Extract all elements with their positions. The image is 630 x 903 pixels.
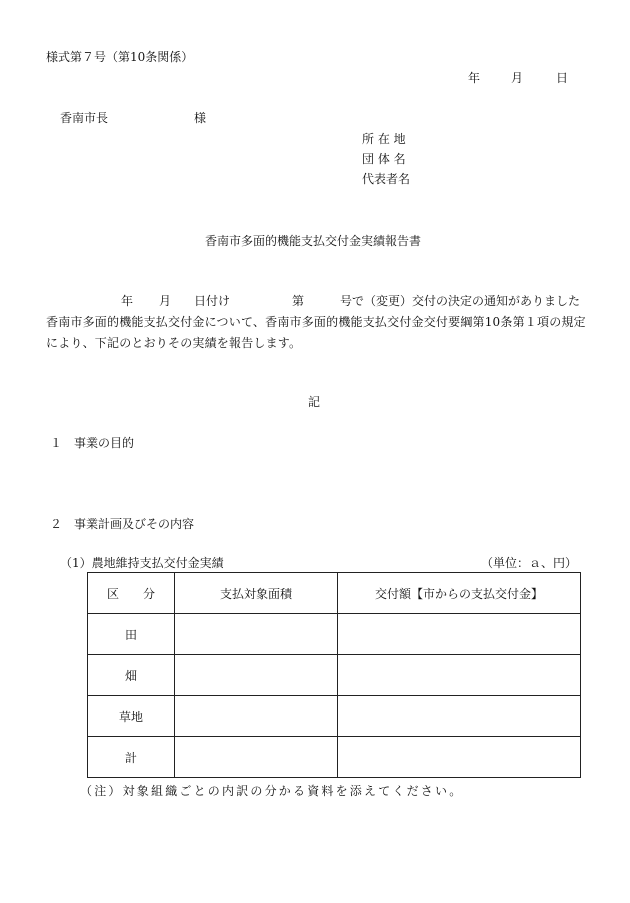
body-line3: により、下記のとおりその実績を報告します。 (46, 336, 302, 350)
row-area-cell (175, 696, 338, 737)
row-area-cell (175, 614, 338, 655)
table-row (88, 614, 581, 655)
row-area-cell (175, 655, 338, 696)
representative-label: 代表者名 (362, 172, 411, 186)
addressee-honorific: 様 (194, 111, 207, 125)
row-amount-cell (338, 655, 581, 696)
header-amount: 交付額【市からの支払交付金】 (338, 573, 581, 614)
section-1-heading: １ 事業の目的 (50, 436, 135, 450)
table-row (88, 696, 581, 737)
date-year-label: 年 (468, 71, 481, 85)
row-category: 計 (88, 737, 175, 778)
body-dai: 第 (292, 294, 305, 308)
body-year: 年 (121, 294, 134, 308)
table-header-row (88, 573, 581, 614)
document-title: 香南市多面的機能支払交付金実績報告書 (205, 234, 422, 248)
group-name-label: 団 体 名 (362, 152, 406, 166)
row-amount-cell (338, 696, 581, 737)
header-category: 区 分 (88, 573, 175, 614)
addressee-name: 香南市長 (60, 111, 109, 125)
table-note: （注）対象組織ごとの内訳の分かる資料を添えてください。 (80, 784, 464, 798)
subsection-label: （1）農地維持支払交付金実績 (60, 556, 224, 570)
date-month-label: 月 (511, 71, 524, 85)
table-row (88, 655, 581, 696)
row-amount-cell (338, 737, 581, 778)
body-line1-rest: 号で（変更）交付の決定の通知がありました (340, 294, 581, 308)
row-area-cell (175, 737, 338, 778)
body-dated: 日付け (194, 294, 231, 308)
section-2-heading: ２ 事業計画及びその内容 (50, 517, 195, 531)
body-month: 月 (159, 294, 172, 308)
form-number: 様式第７号（第10条関係） (46, 50, 194, 64)
ki-heading: 記 (308, 395, 321, 409)
date-day-label: 日 (556, 71, 569, 85)
row-category: 草地 (88, 696, 175, 737)
row-amount-cell (338, 614, 581, 655)
results-table (87, 572, 581, 778)
body-line2: 香南市多面的機能支払交付金について、香南市多面的機能支払交付金交付要綱第10条第１項の規定 (46, 315, 586, 329)
address-label: 所 在 地 (362, 132, 406, 146)
row-category: 畑 (88, 655, 175, 696)
header-area: 支払対象面積 (175, 573, 338, 614)
row-category: 田 (88, 614, 175, 655)
table-row (88, 737, 581, 778)
unit-label: （単位：ａ、円） (481, 556, 578, 570)
